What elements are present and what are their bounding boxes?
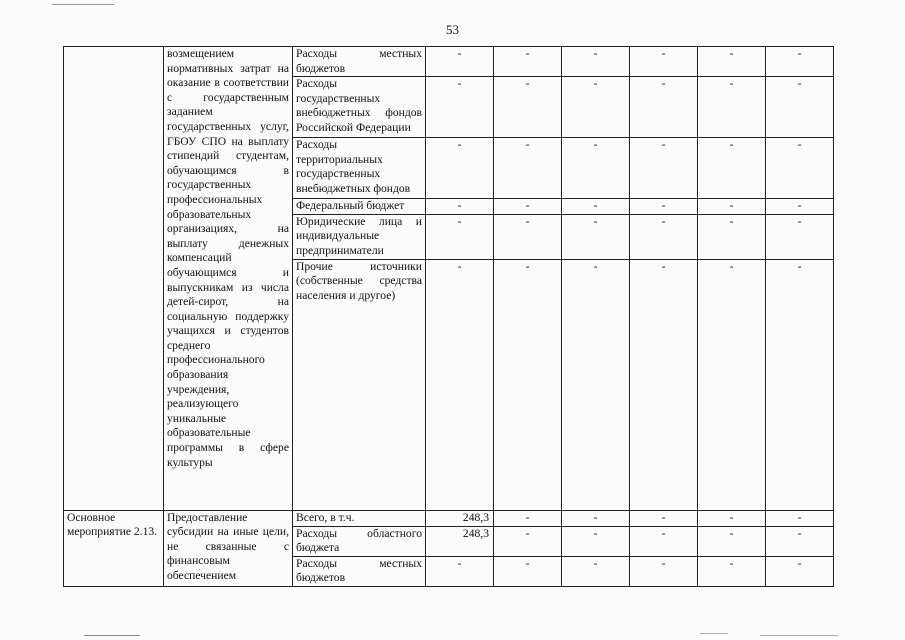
value-cell: - [562,77,630,138]
funding-source-cell: Прочие источники (собственные средства населения и другое) [293,259,426,510]
value-cell: - [698,526,766,556]
table-row [64,47,834,77]
funding-source-cell: Расходы местных бюджетов [293,47,426,77]
scan-artifact-line [700,633,728,634]
value-cell: - [766,556,834,586]
value-cell: - [562,138,630,199]
measure-cell-empty [64,47,164,511]
value-cell: - [630,77,698,138]
value-cell: - [426,199,494,215]
value-cell: - [494,199,562,215]
funding-source-cell: Расходы государственных внебюджетных фондов Российской Федерации [293,77,426,138]
value-cell: - [630,214,698,259]
value-cell: - [562,526,630,556]
value-cell: - [766,77,834,138]
value-cell: - [630,510,698,526]
value-cell: - [426,259,494,510]
value-cell: - [562,199,630,215]
value-cell: - [630,47,698,77]
value-cell: - [698,510,766,526]
value-cell: - [494,214,562,259]
value-cell: - [630,199,698,215]
value-cell: - [766,526,834,556]
activity-cell: Предоставление субсидии на иные цели, не связанные с финансовым обеспечением [164,510,293,586]
value-cell: 248,3 [426,510,494,526]
value-cell: - [562,556,630,586]
value-cell: - [494,77,562,138]
value-cell: - [698,199,766,215]
value-cell: - [698,138,766,199]
measure-cell: Основное мероприятие 2.13. [64,510,164,586]
value-cell: - [494,526,562,556]
value-cell: - [698,77,766,138]
scan-artifact-line [760,635,838,636]
value-cell: - [766,510,834,526]
value-cell: - [426,77,494,138]
value-cell: - [766,199,834,215]
value-cell: - [494,510,562,526]
value-cell: - [494,556,562,586]
funding-source-cell: Расходы территориальных государственных внебюджетных фондов [293,138,426,199]
value-cell: 248,3 [426,526,494,556]
value-cell: - [562,47,630,77]
value-cell: - [426,556,494,586]
value-cell: - [494,259,562,510]
value-cell: - [766,47,834,77]
value-cell: - [630,556,698,586]
page-number: 53 [446,22,459,37]
value-cell: - [766,214,834,259]
value-cell: - [630,526,698,556]
funding-source-cell: Расходы местных бюджетов [293,556,426,586]
value-cell: - [494,138,562,199]
value-cell: - [562,259,630,510]
table-body-top [64,47,834,511]
value-cell: - [766,138,834,199]
funding-source-cell: Юридические лица и индивидуальные предприниматели [293,214,426,259]
value-cell: - [630,138,698,199]
value-cell: - [494,47,562,77]
funding-source-cell: Расходы областного бюджета [293,526,426,556]
value-cell: - [698,214,766,259]
scan-artifact-line [84,635,140,636]
table-body-bottom [64,510,834,586]
value-cell: - [426,214,494,259]
value-cell: - [698,556,766,586]
value-cell: - [630,259,698,510]
activity-cell: возмещением нормативных затрат на оказание в соответствии с государственным заданием государственных услуг, ГБОУ СПО на выплату стипендий студентам, обучающимся в государственных профессиональных образовательных организациях, на выплату денежных компенсаций обучающимся и выпускникам из числа детей-сирот, на социальную поддержку учащихся и студентов среднего профессионального образования учреждения, реализующего уникальные образовательные программы в сфере культуры [164,47,293,511]
value-cell: - [562,510,630,526]
value-cell: - [426,138,494,199]
value-cell: - [562,214,630,259]
scan-artifact-line [52,4,114,5]
program-funding-table [63,46,834,587]
value-cell: - [766,259,834,510]
funding-source-cell: Всего, в т.ч. [293,510,426,526]
value-cell: - [426,47,494,77]
funding-source-cell: Федеральный бюджет [293,199,426,215]
value-cell: - [698,259,766,510]
table-row [64,510,834,526]
value-cell: - [698,47,766,77]
